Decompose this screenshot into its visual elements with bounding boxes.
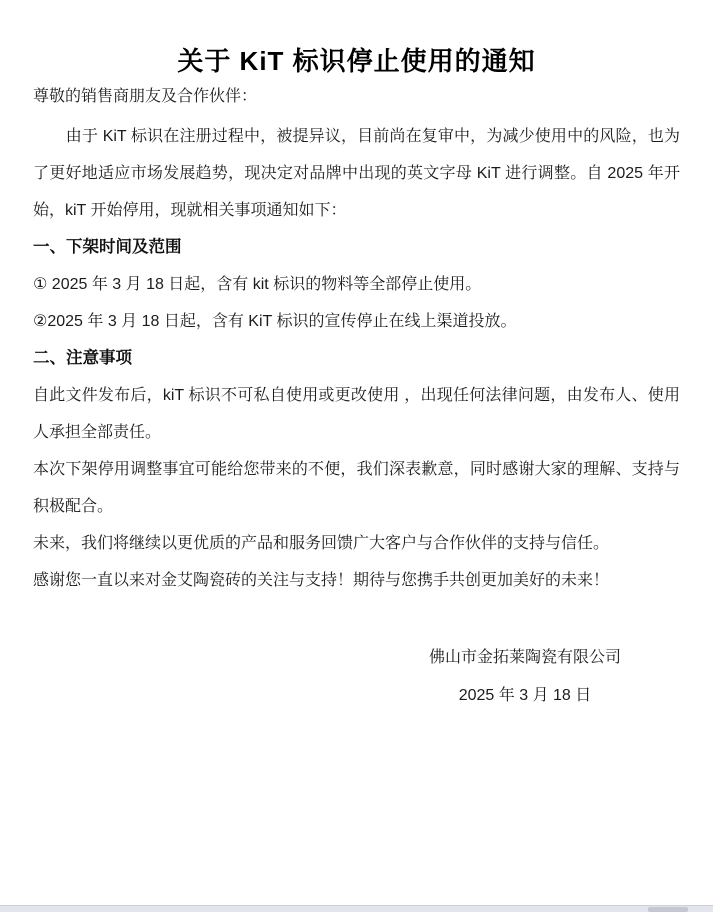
section-2-paragraph-2: 本次下架停用调整事宜可能给您带来的不便，我们深表歉意，同时感谢大家的理解、支持与积极配合。 <box>33 461 680 515</box>
intro-paragraph: 由于 KiT 标识在注册过程中，被提异议，目前尚在复审中，为减少使用中的风险，也为了更好地适应市场发展趋势，现决定对品牌中出现的英文字母 KiT 进行调整。自 2025 年开始，kiT 开始停用，现就相关事项通知如下： <box>33 128 680 219</box>
horizontal-scrollbar-thumb[interactable] <box>648 907 688 912</box>
section-2-paragraph-3: 未来，我们将继续以更优质的产品和服务回馈广大客户与合作伙伴的支持与信任。 <box>33 535 610 552</box>
section-2-paragraph-1: 自此文件发布后，kiT 标识不可私自使用或更改使用 ，出现任何法律问题，由发布人、使用人承担全部责任。 <box>33 387 680 441</box>
signature-block <box>420 639 630 715</box>
section-2-heading: 二、注意事项 <box>33 349 132 367</box>
window-bottom-bar <box>0 905 713 912</box>
signature-company: 佛山市金拓莱陶瓷有限公司 <box>428 649 621 666</box>
section-1-item-1: ① 2025 年 3 月 18 日起，含有 kit 标识的物料等全部停止使用。 <box>33 276 482 293</box>
section-1-item-2: ②2025 年 3 月 18 日起，含有 KiT 标识的宣传停止在线上渠道投放。 <box>33 313 517 330</box>
notice-document <box>0 44 713 715</box>
salutation: 尊敬的销售商朋友及合作伙伴： <box>33 88 258 105</box>
section-1-heading: 一、下架时间及范围 <box>33 238 182 256</box>
section-2-paragraph-4: 感谢您一直以来对金艾陶瓷砖的关注与支持！期待与您携手共创更加美好的未来！ <box>33 572 610 589</box>
signature-date: 2025 年 3 月 18 日 <box>458 687 592 704</box>
document-title: 关于 KiT 标识停止使用的通知 <box>177 46 536 76</box>
